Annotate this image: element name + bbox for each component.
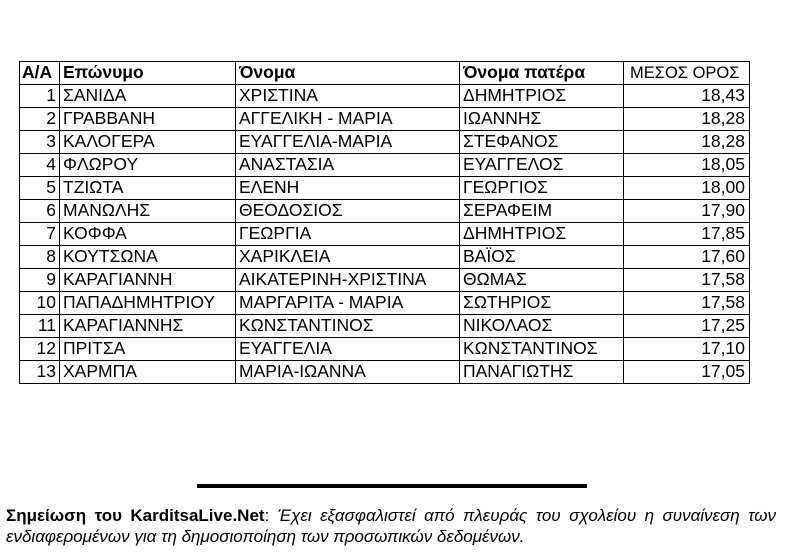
privacy-note (6, 505, 776, 547)
cell-aa: 1 (20, 85, 60, 108)
cell-average: 17,10 (624, 338, 750, 361)
table-row (20, 131, 750, 154)
cell-surname: ΚΑΡΑΓΙΑΝΝΗΣ (60, 315, 236, 338)
cell-aa: 12 (20, 338, 60, 361)
cell-name: ΚΩΝΣΤΑΝΤΙΝΟΣ (236, 315, 460, 338)
cell-average: 18,05 (624, 154, 750, 177)
header-average: ΜΕΣΟΣ ΟΡΟΣ (624, 62, 750, 85)
cell-name: ΑΙΚΑΤΕΡΙΝΗ-ΧΡΙΣΤΙΝΑ (236, 269, 460, 292)
cell-father-name: ΚΩΝΣΤΑΝΤΙΝΟΣ (460, 338, 624, 361)
cell-surname: ΓΡΑΒΒΑΝΗ (60, 108, 236, 131)
table-row (20, 338, 750, 361)
cell-average: 18,43 (624, 85, 750, 108)
cell-aa: 5 (20, 177, 60, 200)
table-row (20, 85, 750, 108)
note-colon: : (264, 506, 278, 525)
cell-surname: ΚΟΥΤΣΩΝΑ (60, 246, 236, 269)
table-row (20, 200, 750, 223)
cell-average: 18,00 (624, 177, 750, 200)
cell-father-name: ΣΤΕΦΑΝΟΣ (460, 131, 624, 154)
cell-aa: 13 (20, 361, 60, 384)
table-row (20, 292, 750, 315)
cell-aa: 7 (20, 223, 60, 246)
cell-father-name: ΓΕΩΡΓΙΟΣ (460, 177, 624, 200)
cell-name: ΓΕΩΡΓΙΑ (236, 223, 460, 246)
cell-aa: 8 (20, 246, 60, 269)
cell-surname: ΧΑΡΜΠΑ (60, 361, 236, 384)
cell-surname: ΣΑΝΙΔΑ (60, 85, 236, 108)
cell-surname: ΚΟΦΦΑ (60, 223, 236, 246)
cell-average: 17,60 (624, 246, 750, 269)
cell-surname: ΤΖΙΩΤΑ (60, 177, 236, 200)
cell-aa: 6 (20, 200, 60, 223)
cell-father-name: ΙΩΑΝΝΗΣ (460, 108, 624, 131)
cell-average: 18,28 (624, 108, 750, 131)
cell-father-name: ΒΑΪΟΣ (460, 246, 624, 269)
cell-name: ΜΑΡΙΑ-ΙΩΑΝΝΑ (236, 361, 460, 384)
cell-name: ΧΑΡΙΚΛΕΙΑ (236, 246, 460, 269)
cell-surname: ΜΑΝΩΛΗΣ (60, 200, 236, 223)
cell-name: ΕΥΑΓΓΕΛΙΑ-ΜΑΡΙΑ (236, 131, 460, 154)
cell-name: ΧΡΙΣΤΙΝΑ (236, 85, 460, 108)
cell-surname: ΚΑΛΟΓΕΡΑ (60, 131, 236, 154)
cell-surname: ΦΛΩΡΟΥ (60, 154, 236, 177)
cell-father-name: ΕΥΑΓΓΕΛΟΣ (460, 154, 624, 177)
cell-average: 17,85 (624, 223, 750, 246)
cell-average: 17,90 (624, 200, 750, 223)
cell-surname: ΠΡΙΤΣΑ (60, 338, 236, 361)
cell-average: 17,25 (624, 315, 750, 338)
cell-father-name: ΘΩΜΑΣ (460, 269, 624, 292)
header-father-name: Όνομα πατέρα (460, 62, 624, 85)
cell-father-name: ΣΕΡΑΦΕΙΜ (460, 200, 624, 223)
table-row (20, 246, 750, 269)
table-row (20, 154, 750, 177)
cell-name: ΕΥΑΓΓΕΛΙΑ (236, 338, 460, 361)
note-label: Σημείωση του KarditsaLive.Net (6, 506, 265, 525)
cell-aa: 2 (20, 108, 60, 131)
cell-aa: 4 (20, 154, 60, 177)
table-row (20, 177, 750, 200)
cell-average: 17,58 (624, 269, 750, 292)
separator-line (197, 484, 587, 488)
cell-surname: ΚΑΡΑΓΙΑΝΝΗ (60, 269, 236, 292)
cell-aa: 10 (20, 292, 60, 315)
cell-name: ΑΓΓΕΛΙΚΗ - ΜΑΡΙΑ (236, 108, 460, 131)
cell-name: ΘΕΟΔΟΣΙΟΣ (236, 200, 460, 223)
cell-aa: 9 (20, 269, 60, 292)
cell-name: ΕΛΕΝΗ (236, 177, 460, 200)
cell-father-name: ΣΩΤΗΡΙΟΣ (460, 292, 624, 315)
cell-average: 17,05 (624, 361, 750, 384)
cell-average: 17,58 (624, 292, 750, 315)
results-table (19, 61, 750, 384)
header-name: Όνομα (236, 62, 460, 85)
cell-father-name: ΔΗΜΗΤΡΙΟΣ (460, 85, 624, 108)
table-row (20, 361, 750, 384)
table-row (20, 223, 750, 246)
table-header-row (20, 62, 750, 85)
cell-surname: ΠΑΠΑΔΗΜΗΤΡΙΟΥ (60, 292, 236, 315)
cell-name: ΜΑΡΓΑΡΙΤΑ - ΜΑΡΙΑ (236, 292, 460, 315)
table-body (20, 85, 750, 384)
table-row (20, 108, 750, 131)
cell-aa: 3 (20, 131, 60, 154)
cell-aa: 11 (20, 315, 60, 338)
table-row (20, 315, 750, 338)
header-surname: Επώνυμο (60, 62, 236, 85)
note-text: Έχει εξασφαλιστεί από πλευράς του σχολείου η συναίνεση των ενδιαφερομένων για τη δημοσιοποίηση των προσωπικών δεδομένων. (6, 506, 776, 546)
cell-father-name: ΔΗΜΗΤΡΙΟΣ (460, 223, 624, 246)
cell-average: 18,28 (624, 131, 750, 154)
cell-father-name: ΠΑΝΑΓΙΩΤΗΣ (460, 361, 624, 384)
table-row (20, 269, 750, 292)
cell-father-name: ΝΙΚΟΛΑΟΣ (460, 315, 624, 338)
header-aa: Α/Α (20, 62, 60, 85)
cell-name: ΑΝΑΣΤΑΣΙΑ (236, 154, 460, 177)
